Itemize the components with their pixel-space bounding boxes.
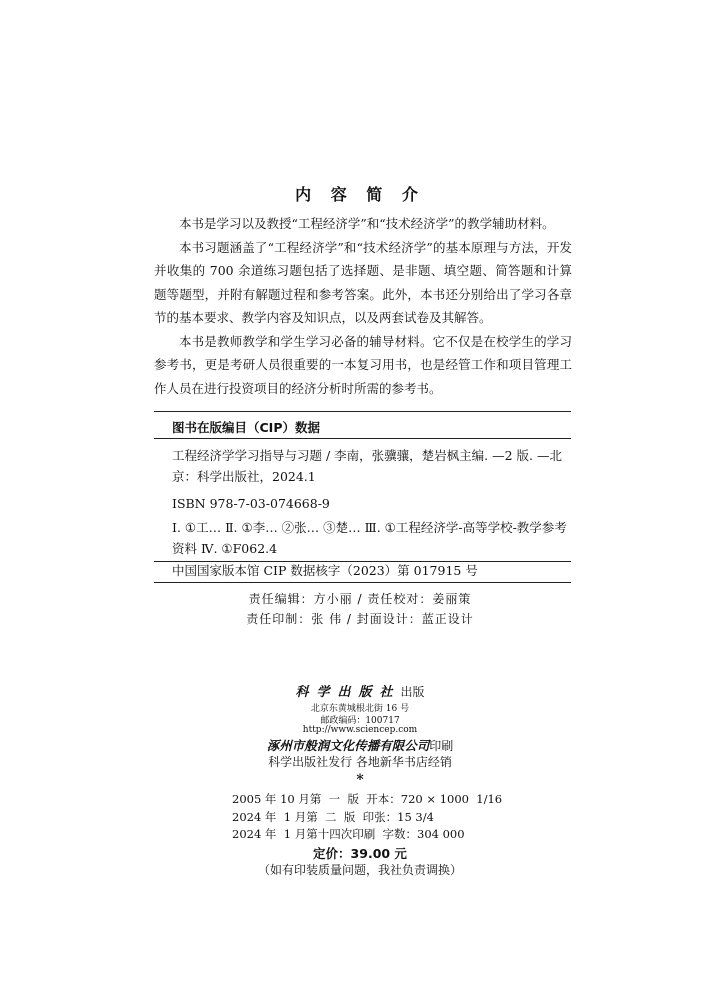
publisher-name: 科学出版社 bbox=[295, 685, 401, 700]
intro-paragraph: 本书是教师教学和学生学习必备的辅导材料。它不仅是在校学生的学习参考书，更是考研人员很重要的一本复习用书，也是经管工作和项目管理工作人员在进行投资项目的经济分析时所需的参考书。 bbox=[154, 333, 572, 396]
production-credits: 责任印制：张 伟 / 封面设计：蓝正设计 bbox=[246, 612, 474, 626]
intro-paragraph: 本书是学习以及教授“工程经济学”和“技术经济学”的教学辅助材料。 bbox=[179, 216, 555, 231]
publisher-suffix: 出版 bbox=[400, 685, 425, 699]
publisher-line bbox=[0, 681, 720, 700]
edition-line: 2005 年 10 月第 一 版 开本：720 × 1000 1/16 bbox=[232, 792, 503, 806]
separator-asterisk: * bbox=[356, 772, 364, 788]
printer-name: 涿州市般润文化传播有限公司 bbox=[266, 738, 430, 753]
edition-line: 2024 年 1 月第十四次印刷 字数：304 000 bbox=[232, 827, 465, 841]
cip-isbn: ISBN 978-7-03-074668-9 bbox=[172, 496, 330, 511]
cip-top-rule bbox=[154, 411, 571, 412]
intro-paragraph: 本书习题涵盖了“工程经济学”和“技术经济学”的基本原理与方法，开发并收集的 700 余道练习题包括了选择题、是非题、填空题、简答题和计算题等题型，并附有解题过程和参考答案。此外，本书还分别给出了学习各章节的基本要求、教学内容及知识点，以及两套试卷及其解答。 bbox=[154, 239, 572, 325]
printer-line bbox=[0, 735, 720, 754]
page-title: 内 容 简 介 bbox=[295, 185, 425, 204]
cip-heading-rule bbox=[154, 438, 571, 439]
publisher-website: http://www.sciencep.com bbox=[302, 725, 418, 735]
printer-suffix: 印刷 bbox=[429, 739, 454, 753]
price-line bbox=[0, 843, 720, 862]
intro-text bbox=[154, 212, 572, 400]
cip-verification: 中国国家版本馆 CIP 数据核字（2023）第 017915 号 bbox=[172, 563, 478, 578]
price: 定价：39.00 元 bbox=[313, 846, 407, 861]
quality-notice: （如有印装质量问题，我社负责调换） bbox=[257, 863, 462, 877]
cip-bottom-rule bbox=[154, 582, 571, 583]
cip-classification: Ⅰ. ①工… Ⅱ. ①李… ②张… ③楚… Ⅲ. ①工程经济学-高等学校-教学参考资料 Ⅳ. ①F062.4 bbox=[172, 520, 567, 556]
publisher-postcode: 邮政编码：100717 bbox=[320, 716, 400, 726]
cip-record: 工程经济学学习指导与习题 / 李南，张骥骧，楚岩枫主编. —2 版. —北京：科学出版社，2024.1 bbox=[172, 448, 562, 484]
publisher-address: 北京东黄城根北街 16 号 bbox=[310, 704, 410, 714]
edition-line: 2024 年 1 月第 二 版 印张：15 3/4 bbox=[232, 810, 434, 824]
cip-heading: 图书在版编目（CIP）数据 bbox=[172, 420, 320, 435]
editor-credits: 责任编辑：方小丽 / 责任校对：姜丽策 bbox=[248, 592, 472, 606]
distribution-line: 科学出版社发行 各地新华书店经销 bbox=[268, 755, 452, 769]
